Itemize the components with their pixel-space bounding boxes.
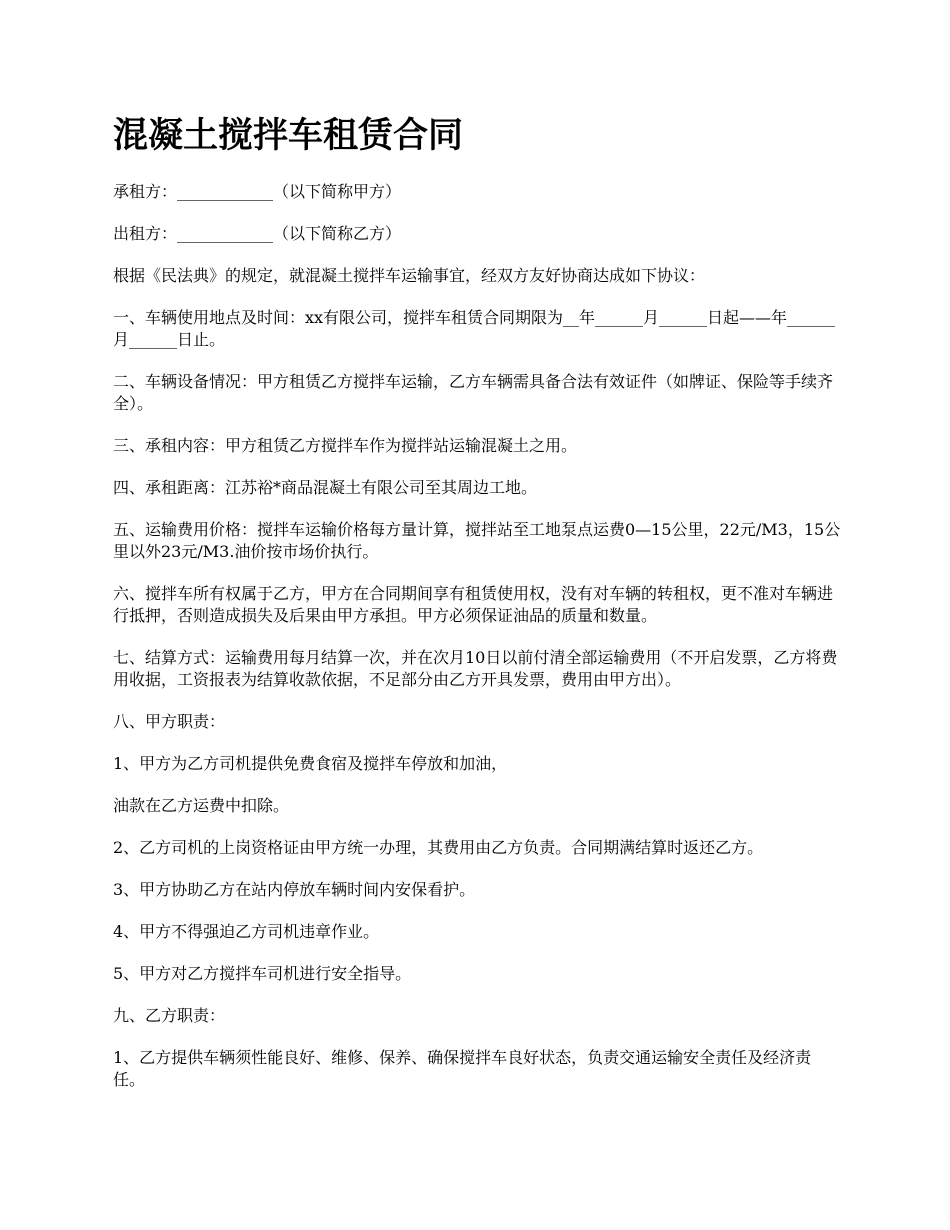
clause-4-distance: 四、承租距离：江苏裕*商品混凝土有限公司至其周边工地。 (113, 478, 538, 497)
document-title: 混凝土搅拌车租赁合同 (113, 116, 464, 156)
clause-8-item-4: 4、甲方不得强迫乙方司机违章作业。 (113, 922, 380, 941)
clause-1-location-time: 一、车辆使用地点及时间：xx有限公司，搅拌车租赁合同期限为__年______月______日起——年______月______日止。 (113, 308, 836, 349)
clause-2-equipment: 二、车辆设备情况：甲方租赁乙方搅拌车运输，乙方车辆需具备合法有效证件（如牌证、保险等手续齐全）。 (113, 372, 834, 413)
clause-lessee: 承租方：____________（以下简称甲方） (113, 182, 402, 201)
clause-6-ownership: 六、搅拌车所有权属于乙方，甲方在合同期间享有租赁使用权，没有对车辆的转租权，更不准对车辆进行抵押，否则造成损失及后果由甲方承担。甲方必须保证油品的质量和数量。 (113, 584, 834, 625)
clause-8-item-1: 1、甲方为乙方司机提供免费食宿及搅拌车停放和加油， (113, 754, 508, 773)
clause-8-item-3: 3、甲方协助乙方在站内停放车辆时间内安保看护。 (113, 880, 476, 899)
clause-5-price: 五、运输费用价格：搅拌车运输价格每方量计算，搅拌站至工地泵点运费0—15公里，22元/M3，15公里以外23元/M3.油价按市场价执行。 (113, 520, 841, 561)
clause-3-content: 三、承租内容：甲方租赁乙方搅拌车作为搅拌站运输混凝土之用。 (113, 436, 578, 455)
clause-8-item-5: 5、甲方对乙方搅拌车司机进行安全指导。 (113, 964, 412, 983)
clause-7-settlement: 七、结算方式：运输费用每月结算一次，并在次月10日以前付清全部运输费用（不开启发票，乙方将费用收据，工资报表为结算收款依据，不足部分由乙方开具发票，费用由甲方出）。 (113, 648, 838, 689)
clause-lessor: 出租方：____________（以下简称乙方） (113, 224, 402, 243)
document-page (113, 112, 843, 1111)
clause-9-item-1: 1、乙方提供车辆须性能良好、维修、保养、确保搅拌车良好状态，负责交通运输安全责任及经济责任。 (113, 1048, 812, 1089)
clause-9-heading: 九、乙方职责： (113, 1006, 226, 1025)
clause-preamble: 根据《民法典》的规定，就混凝土搅拌车运输事宜，经双方友好协商达成如下协议： (113, 266, 706, 285)
clause-8-item-1-cont: 油款在乙方运费中扣除。 (113, 796, 290, 815)
clause-8-item-2: 2、乙方司机的上岗资格证由甲方统一办理，其费用由乙方负责。合同期满结算时返还乙方。 (113, 838, 764, 857)
clause-8-heading: 八、甲方职责： (113, 712, 226, 731)
